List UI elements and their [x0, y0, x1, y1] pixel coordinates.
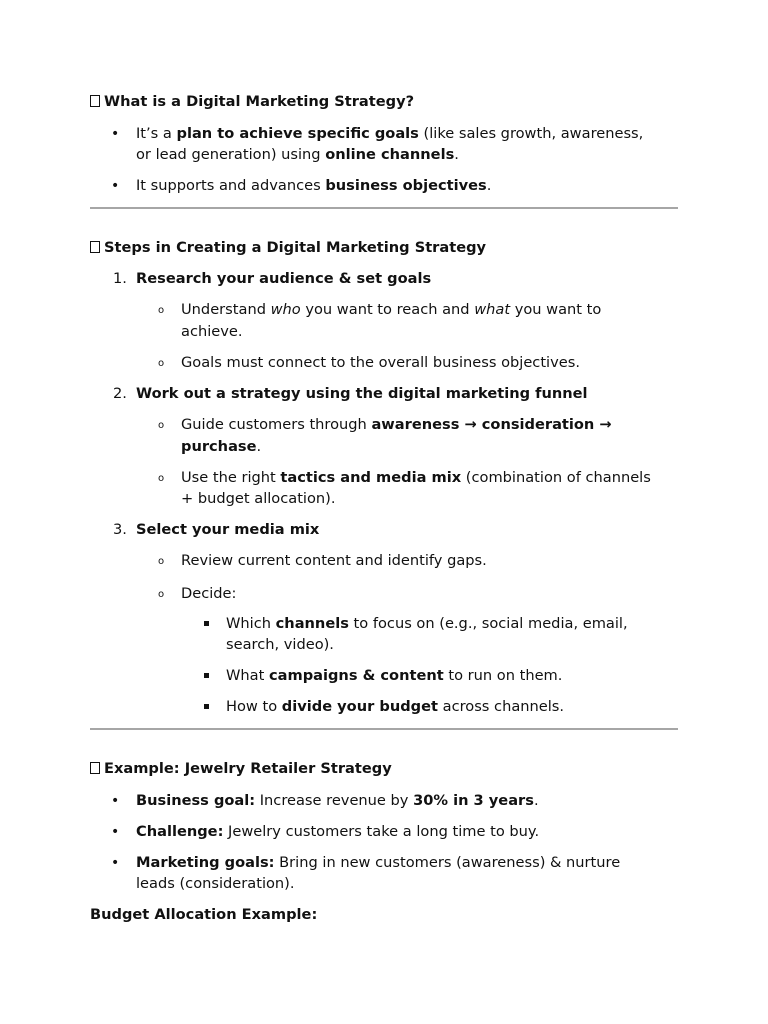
list-item-continuation: leads (consideration).: [136, 875, 295, 892]
bullet-icon: •: [111, 855, 120, 871]
list-item-continuation: search, video).: [226, 636, 334, 653]
list-item-continuation: + budget allocation).: [181, 490, 336, 507]
list-item: Understand who you want to reach and what you want to: [181, 301, 602, 318]
circle-bullet-icon: o: [158, 305, 165, 316]
circle-bullet-icon: o: [158, 358, 165, 369]
list-item: Decide:: [181, 585, 237, 602]
divider: [90, 207, 678, 209]
list-item-continuation: or lead generation) using online channels.: [136, 146, 459, 163]
list-item: What campaigns & content to run on them.: [226, 667, 563, 684]
list-item: Guide customers through awareness → consideration →: [181, 416, 612, 433]
list-item: Review current content and identify gaps.: [181, 552, 487, 569]
bullet-icon: •: [111, 793, 120, 809]
missing-glyph-icon: [90, 241, 100, 253]
square-bullet-icon: [204, 704, 209, 709]
section-heading-what-is: What is a Digital Marketing Strategy?: [90, 93, 414, 110]
circle-bullet-icon: o: [158, 473, 165, 484]
budget-heading: Budget Allocation Example:: [90, 906, 318, 923]
list-item: Use the right tactics and media mix (combination of channels: [181, 469, 651, 486]
step-number: 3.: [113, 521, 127, 538]
circle-bullet-icon: o: [158, 556, 165, 567]
list-item: It’s a plan to achieve specific goals (like sales growth, awareness,: [136, 125, 644, 142]
list-item-continuation: achieve.: [181, 323, 243, 340]
circle-bullet-icon: o: [158, 420, 165, 431]
bullet-icon: •: [111, 824, 120, 840]
section-heading-example: Example: Jewelry Retailer Strategy: [90, 760, 392, 777]
list-item: Challenge: Jewelry customers take a long time to buy.: [136, 823, 540, 840]
section-heading-steps: Steps in Creating a Digital Marketing Strategy: [90, 239, 486, 256]
step-number: 2.: [113, 385, 127, 402]
missing-glyph-icon: [90, 95, 100, 107]
list-item: It supports and advances business objectives.: [136, 177, 492, 194]
bullet-icon: •: [111, 178, 120, 194]
step-number: 1.: [113, 270, 127, 287]
step-title: Work out a strategy using the digital marketing funnel: [136, 385, 588, 402]
list-item-continuation: purchase.: [181, 438, 262, 455]
divider: [90, 728, 678, 730]
list-item: Business goal: Increase revenue by 30% in 3 years.: [136, 792, 539, 809]
step-title: Research your audience & set goals: [136, 270, 432, 287]
missing-glyph-icon: [90, 762, 100, 774]
circle-bullet-icon: o: [158, 589, 165, 600]
list-item: Goals must connect to the overall business objectives.: [181, 354, 580, 371]
square-bullet-icon: [204, 621, 209, 626]
square-bullet-icon: [204, 673, 209, 678]
list-item: How to divide your budget across channels.: [226, 698, 565, 715]
bullet-icon: •: [111, 126, 120, 142]
list-item: Marketing goals: Bring in new customers (awareness) & nurture: [136, 854, 621, 871]
step-title: Select your media mix: [136, 521, 320, 538]
list-item: Which channels to focus on (e.g., social media, email,: [226, 615, 628, 632]
